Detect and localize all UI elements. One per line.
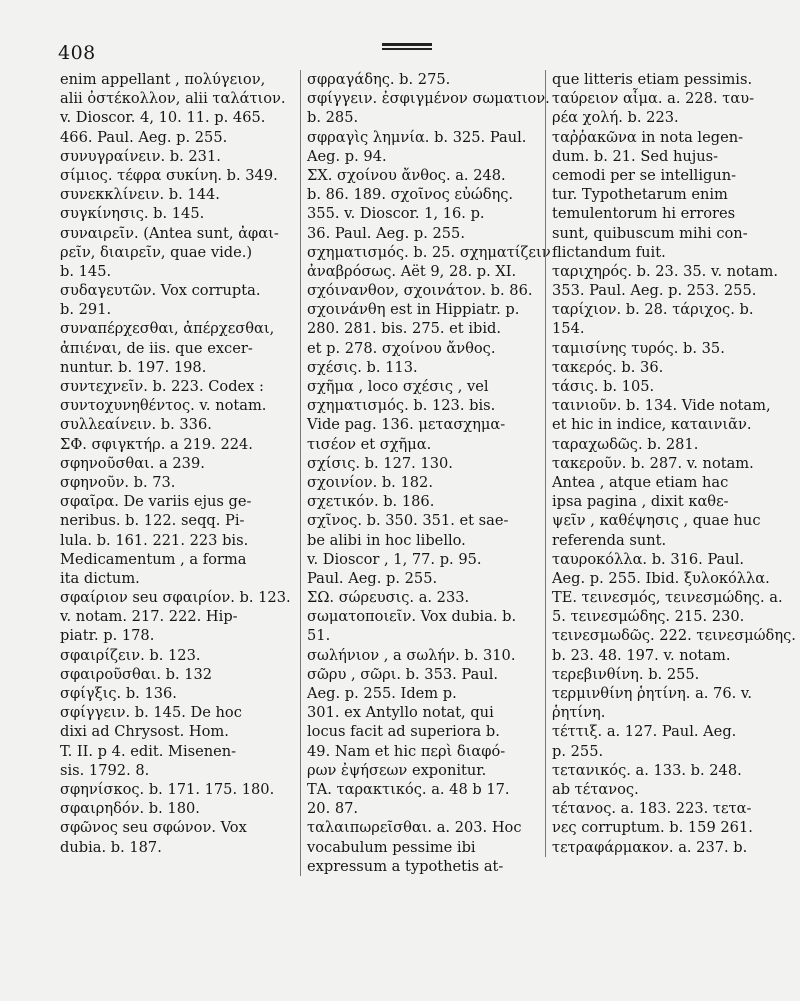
index-line: ρων ἐψήσεων exponitur. xyxy=(307,761,487,779)
index-line: 154. xyxy=(552,320,585,338)
index-line: σωλήνιον , a σωλήν. b. 310. xyxy=(307,646,516,664)
index-line: σφίγγειν. b. 145. De hoc xyxy=(60,704,242,722)
index-line: ΤΕ. τεινεσμός, τεινεσμώδης. a. xyxy=(552,589,783,607)
index-line: σφαιροῦσθαι. b. 132 xyxy=(60,665,213,683)
index-line: συναιρεῖν. (Antea sunt, ἀφαι- xyxy=(60,224,279,242)
index-line: b. 145. xyxy=(60,262,112,280)
index-line: et p. 278. σχοίνου ἄνθος. xyxy=(307,339,496,357)
index-line: Vide pag. 136. μετασχημα- xyxy=(307,416,506,434)
index-line: lula. b. 161. 221. 223 bis. xyxy=(60,531,249,549)
index-line: cemodi per se intelligun- xyxy=(552,166,737,184)
index-columns xyxy=(60,70,796,1001)
index-line: σχῆμα , loco σχέσις , vel xyxy=(307,378,489,395)
index-line: enim appellant , πολύγειον, xyxy=(60,71,266,88)
index-line: τεινεσμωδῶς. 222. τεινεσμώδης. xyxy=(552,627,796,645)
index-line: et hic in indice, καταινιᾶν. xyxy=(552,416,752,434)
index-line: 49. Nam et hic περὶ διαφό- xyxy=(307,742,506,760)
index-line: flictandum fuit. xyxy=(552,243,666,261)
index-line: ipsa pagina , dixit καθε- xyxy=(552,493,729,511)
index-line: ῥητίνη. xyxy=(552,704,606,722)
index-line: σχόινανθον, σχοινάτον. b. 86. xyxy=(307,282,533,300)
index-line: συντεχνεῖν. b. 223. Codex : xyxy=(60,378,264,395)
index-line: σφαίριον seu σφαιρίον. b. 123. xyxy=(60,589,291,607)
index-line: referenda sunt. xyxy=(552,531,667,549)
index-line: 5. τεινεσμώδης. 215. 230. xyxy=(552,608,745,626)
index-line: σχηματισμός. b. 123. bis. xyxy=(307,397,496,415)
index-line: ταῤῥακῶνα in nota legen- xyxy=(552,128,744,146)
index-line: Aeg. p. 255. Idem p. xyxy=(307,685,457,702)
index-line: ταριχηρός. b. 23. 35. v. notam. xyxy=(552,262,778,280)
index-line: piatr. p. 178. xyxy=(60,627,155,645)
index-line: τέττιξ. a. 127. Paul. Aeg. xyxy=(552,723,737,741)
index-line: σφηνοῦν. b. 73. xyxy=(60,473,176,491)
index-line: Paul. Aeg. p. 255. xyxy=(307,569,438,587)
index-line: συναπέρχεσθαι, ἀπέρχεσθαι, xyxy=(60,320,275,338)
index-line: σίμιος. τέφρα συκίνη. b. 349. xyxy=(60,166,278,184)
index-line: expressum a typothetis at- xyxy=(307,857,504,875)
index-line: σχοινίον. b. 182. xyxy=(307,473,433,491)
index-line: v. Dioscor. 4, 10. 11. p. 465. xyxy=(60,109,266,127)
index-line: temulentorum hi errores xyxy=(552,205,736,223)
page-number: 408 xyxy=(58,42,96,64)
index-line: συνεκκλίνειν. b. 144. xyxy=(60,186,220,204)
index-line: T. II. p 4. edit. Misenen- xyxy=(60,742,237,760)
index-line: σφηνοῦσθαι. a 239. xyxy=(60,454,205,472)
index-line: ταυροκόλλα. b. 316. Paul. xyxy=(552,550,745,568)
index-line: v. Dioscor , 1, 77. p. 95. xyxy=(307,550,482,568)
index-line: 36. Paul. Aeg. p. 255. xyxy=(307,224,465,242)
index-line: locus facit ad superiora b. xyxy=(307,723,500,741)
index-line: νες corruptum. b. 159 261. xyxy=(552,819,753,837)
index-line: ταύρειον αἷμα. a. 228. ταυ- xyxy=(552,90,754,108)
index-line: que litteris etiam pessimis. xyxy=(552,71,753,88)
index-column-middle xyxy=(300,70,551,876)
index-line: ΣΦ. σφιγκτήρ. a 219. 224. xyxy=(60,435,253,453)
index-line: b. 86. 189. σχοῖνος εὐώδης. xyxy=(307,186,514,204)
index-line: σφίγξις. b. 136. xyxy=(60,685,177,702)
index-line: συλλεαίνειν. b. 336. xyxy=(60,416,212,434)
index-line: σχῖνος. b. 350. 351. et sae- xyxy=(307,512,509,530)
index-line: σφαιρηδόν. b. 180. xyxy=(60,800,200,818)
index-line: σωματοποιεῖν. Vox dubia. b. xyxy=(307,608,517,626)
index-line: ab τέτανος. xyxy=(552,780,639,798)
index-line: 466. Paul. Aeg. p. 255. xyxy=(60,128,228,146)
index-line: ἀπιέναι, de iis. que excer- xyxy=(60,339,253,357)
index-line: συδαγευτῶν. Vox corrupta. xyxy=(60,282,261,300)
index-line: 301. ex Antyllo notat, qui xyxy=(307,704,494,722)
index-line: τερμινθίνη ῥητίνη. a. 76. v. xyxy=(552,685,753,702)
index-line: τετραφάρμακον. a. 237. b. xyxy=(552,838,748,856)
index-line: b. 291. xyxy=(60,301,112,319)
index-line: τισέον et σχῆμα. xyxy=(307,435,432,453)
index-line: σχοινάνθη est in Hippiatr. p. xyxy=(307,301,520,319)
index-line: nuntur. b. 197. 198. xyxy=(60,358,207,376)
index-line: alii ὀστέκολλον, alii ταλάτιον. xyxy=(60,90,286,108)
index-line: τακεροῦν. b. 287. v. notam. xyxy=(552,454,754,472)
index-line: σφαῖρα. De variis ejus ge- xyxy=(60,493,252,511)
index-line: τετανικός. a. 133. b. 248. xyxy=(552,761,742,779)
index-line: Aeg. p. 94. xyxy=(307,147,387,165)
index-line: be alibi in hoc libello. xyxy=(307,531,466,549)
index-line: sunt, quibuscum mihi con- xyxy=(552,224,748,242)
index-line: dubia. b. 187. xyxy=(60,838,162,856)
index-line: sis. 1792. 8. xyxy=(60,761,150,779)
index-line: ΤΑ. ταρακτικός. a. 48 b 17. xyxy=(307,780,510,798)
index-line: 20. 87. xyxy=(307,800,359,818)
index-column-right xyxy=(545,70,796,857)
index-line: p. 255. xyxy=(552,742,604,760)
index-line: Aeg. p. 255. Ibid. ξυλοκόλλα. xyxy=(552,569,770,587)
index-line: τέτανος. a. 183. 223. τετα- xyxy=(552,800,752,818)
index-line: ταραχωδῶς. b. 281. xyxy=(552,435,699,453)
index-line: σφίγγειν. ἐσφιγμένον σωματιον. xyxy=(307,90,550,108)
index-line: neribus. b. 122. seqq. Pi- xyxy=(60,512,245,530)
index-line: σφαιρίζειν. b. 123. xyxy=(60,646,201,664)
index-line: σφῶνος seu σφώνον. Vox xyxy=(60,819,247,837)
index-line: σχηματισμός. b. 25. σχηματίζειν xyxy=(307,243,551,261)
index-line: 280. 281. bis. 275. et ibid. xyxy=(307,320,501,338)
index-line: 353. Paul. Aeg. p. 253. 255. xyxy=(552,282,757,300)
index-line: tur. Typothetarum enim xyxy=(552,186,728,204)
index-line: vocabulum pessime ibi xyxy=(307,838,476,856)
index-line: ψεῖν , καθέψησις , quae huc xyxy=(552,512,761,530)
index-line: b. 285. xyxy=(307,109,359,127)
index-line: dum. b. 21. Sed hujus- xyxy=(552,147,719,165)
index-line: συνυγραίνειν. b. 231. xyxy=(60,147,221,165)
index-line: τάσις. b. 105. xyxy=(552,378,655,395)
index-line: συγκίνησις. b. 145. xyxy=(60,205,205,223)
index-line: σχέσις. b. 113. xyxy=(307,358,418,376)
index-line: ἀναβρόσως. Aët 9, 28. p. XI. xyxy=(307,262,517,280)
index-line: ταινιοῦν. b. 134. Vide notam, xyxy=(552,397,771,415)
index-line: Antea , atque etiam hac xyxy=(552,473,729,491)
index-column-left xyxy=(60,70,292,857)
index-line: ταλαιπωρεῖσθαι. a. 203. Hoc xyxy=(307,819,522,837)
index-line: Medicamentum , a forma xyxy=(60,550,247,568)
index-line: σφραγάδης. b. 275. xyxy=(307,71,451,88)
index-line: 355. v. Dioscor. 1, 16. p. xyxy=(307,205,485,223)
header-ornament xyxy=(382,43,432,53)
index-line: ρέα χολή. b. 223. xyxy=(552,109,679,127)
index-line: τερεβινθίνη. b. 255. xyxy=(552,665,700,683)
index-line: σφηνίσκος. b. 171. 175. 180. xyxy=(60,780,275,798)
index-line: σχίσις. b. 127. 130. xyxy=(307,454,453,472)
index-line: τακερός. b. 36. xyxy=(552,358,664,376)
index-line: σφραγὶς λημνία. b. 325. Paul. xyxy=(307,128,527,146)
index-line: ΣΩ. σώρευσις. a. 233. xyxy=(307,589,470,607)
index-line: ρεῖν, διαιρεῖν, quae vide.) xyxy=(60,243,253,261)
index-line: 51. xyxy=(307,627,331,645)
index-line: b. 23. 48. 197. v. notam. xyxy=(552,646,731,664)
index-line: ταμισίνης τυρός. b. 35. xyxy=(552,339,725,357)
index-line: σῶρυ , σῶρι. b. 353. Paul. xyxy=(307,665,498,683)
index-line: v. notam. 217. 222. Hip- xyxy=(60,608,238,626)
index-line: dixi ad Chrysost. Hom. xyxy=(60,723,229,741)
index-line: σχετικόν. b. 186. xyxy=(307,493,435,511)
index-line: ταρίχιον. b. 28. τάριχος. b. xyxy=(552,301,754,319)
index-line: ΣΧ. σχοίνου ἄνθος. a. 248. xyxy=(307,166,506,184)
index-line: συντοχυνηθέντος. v. notam. xyxy=(60,397,267,415)
index-line: ita dictum. xyxy=(60,569,140,587)
